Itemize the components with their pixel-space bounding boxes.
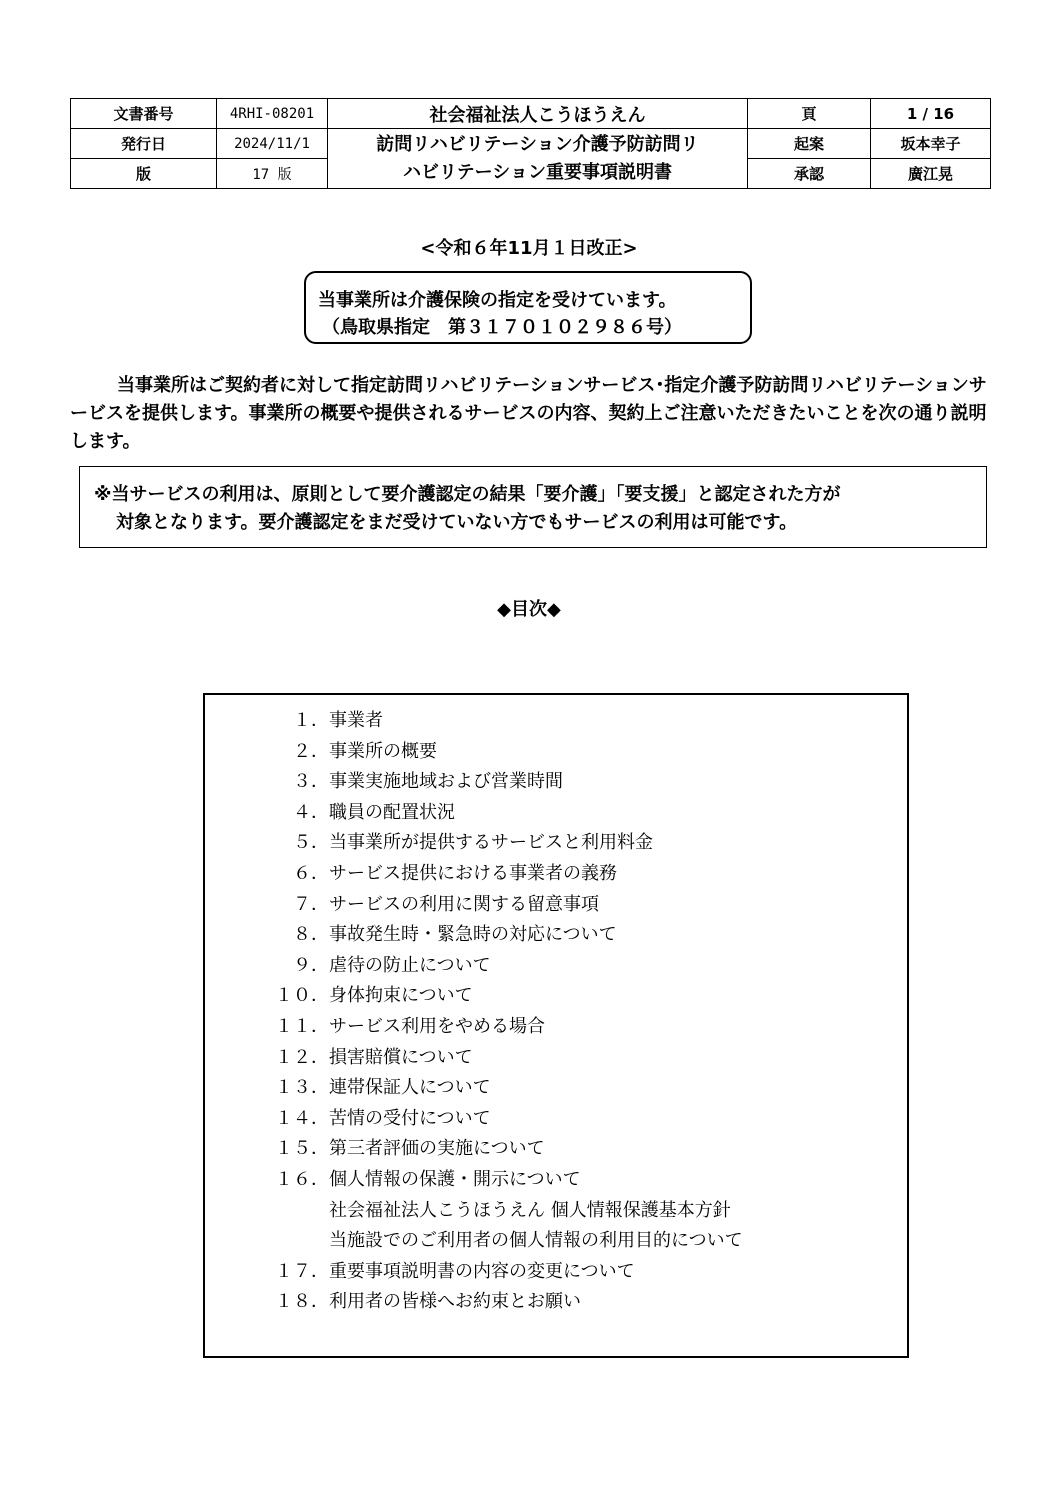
intro-paragraph: 当事業所はご契約者に対して指定訪問リハビリテーションサービス･指定介護予防訪問リハビリテーションサービスを提供します。事業所の概要や提供されるサービスの内容、契約上ご注意いただきたいことを次の通り説明します。 [70, 375, 987, 452]
toc-item [265, 1012, 885, 1043]
toc-item-text: 事業者 [329, 710, 383, 731]
toc-item-number: １２． [275, 1046, 329, 1068]
toc-item-text: 当事業所が提供するサービスと利用料金 [329, 832, 653, 854]
notice-line1: ※当サービスの利用は、原則として要介護認定の結果「要介護」「要支援」と認定された方が [94, 484, 841, 505]
designation-line2: （鳥取県指定 第３１７０１０２９８６号） [322, 317, 682, 338]
document-title-line1: 訪問リハビリテーション介護予防訪問リ [376, 133, 699, 155]
toc-item-text: 職員の配置状況 [329, 801, 455, 823]
designation-line1: 当事業所は介護保険の指定を受けています。 [318, 290, 677, 311]
toc-item [265, 1134, 885, 1165]
edition-value: 17 版 [217, 159, 328, 189]
toc-item [265, 981, 885, 1012]
toc-item [265, 706, 885, 737]
approver-label: 承認 [748, 159, 871, 189]
toc-item-text: 重要事項説明書の内容の変更について [329, 1260, 635, 1282]
toc-item-number: ２． [293, 740, 329, 762]
toc-item-text: サービス提供における事業者の義務 [329, 862, 617, 884]
toc-list [265, 706, 885, 1318]
toc-item [265, 951, 885, 982]
toc-item-number: １８． [275, 1291, 329, 1313]
toc-item-number: ５． [293, 832, 329, 854]
designation-box [304, 271, 752, 344]
toc-item [265, 859, 885, 890]
toc-item-text: 事業所の概要 [329, 740, 437, 762]
approver-name: 廣江晃 [871, 159, 991, 189]
toc-item-number: ８． [293, 924, 329, 946]
document-title [328, 129, 748, 189]
page-number: 1 / 16 [871, 99, 991, 129]
toc-item-number: １． [293, 710, 329, 731]
toc-item-number: １４． [275, 1107, 329, 1129]
toc-item-number: １６． [275, 1168, 329, 1190]
document-control-table [70, 98, 991, 189]
revision-date: <令和６年11月１日改正> [420, 238, 638, 259]
toc-item-text: 事故発生時・緊急時の対応について [329, 924, 617, 946]
toc-item-text: 第三者評価の実施について [329, 1138, 545, 1160]
toc-item-number: ３． [293, 771, 329, 793]
toc-item-text: 身体拘束について [329, 985, 473, 1007]
toc-item-number: ９． [293, 954, 329, 976]
toc-subitem: 社会福祉法人こうほうえん 個人情報保護基本方針 [329, 1199, 731, 1221]
toc-item-number: ４． [293, 801, 329, 823]
toc-item [265, 737, 885, 768]
toc-item [265, 1073, 885, 1104]
notice-line2: 対象となります。要介護認定をまだ受けていない方でもサービスの利用は可能です。 [116, 512, 798, 533]
toc-item-text: サービスの利用に関する留意事項 [329, 893, 599, 915]
toc-item-number: １３． [275, 1077, 329, 1099]
toc-item-text: 虐待の防止について [329, 954, 491, 976]
issue-date: 2024/11/1 [217, 129, 328, 159]
toc-item [265, 1287, 885, 1318]
toc-item [265, 920, 885, 951]
toc-item [265, 1165, 885, 1196]
toc-item-text: 事業実施地域および営業時間 [329, 771, 563, 793]
toc-subitem: 当施設でのご利用者の個人情報の利用目的について [329, 1230, 743, 1252]
drafter-label: 起案 [748, 129, 871, 159]
toc-item-number: １０． [275, 985, 329, 1007]
toc-item-text: 損害賠償について [329, 1046, 473, 1068]
document-title-line2: ハビリテーション重要事項説明書 [403, 161, 672, 183]
drafter-name: 坂本幸子 [871, 129, 991, 159]
toc-item [265, 1257, 885, 1288]
toc-item [265, 767, 885, 798]
toc-item-text: 連帯保証人について [329, 1077, 491, 1099]
toc-item [265, 1043, 885, 1074]
issue-date-label: 発行日 [71, 129, 217, 159]
doc-number-label: 文書番号 [71, 99, 217, 129]
toc-item-text: サービス利用をやめる場合 [329, 1015, 545, 1037]
toc-item-text: 苦情の受付について [329, 1107, 491, 1129]
toc-item-number: １５． [275, 1138, 329, 1160]
doc-number: 4RHI-08201 [217, 99, 328, 129]
page-label: 頁 [748, 99, 871, 129]
edition-label: 版 [71, 159, 217, 189]
toc-item [265, 798, 885, 829]
toc-item-text: 利用者の皆様へお約束とお願い [329, 1291, 581, 1313]
toc-item [265, 1104, 885, 1135]
toc-item-number: １１． [275, 1015, 329, 1037]
toc-item-number: １７． [275, 1260, 329, 1282]
toc-item-number: ７． [293, 893, 329, 915]
toc-item [265, 828, 885, 859]
toc-heading: ◆目次◆ [497, 599, 561, 620]
toc-item-text: 個人情報の保護・開示について [329, 1168, 581, 1190]
toc-item-number: ６． [293, 862, 329, 884]
notice-box [79, 466, 987, 548]
organization-name: 社会福祉法人こうほうえん [328, 99, 748, 129]
toc-item [265, 890, 885, 921]
